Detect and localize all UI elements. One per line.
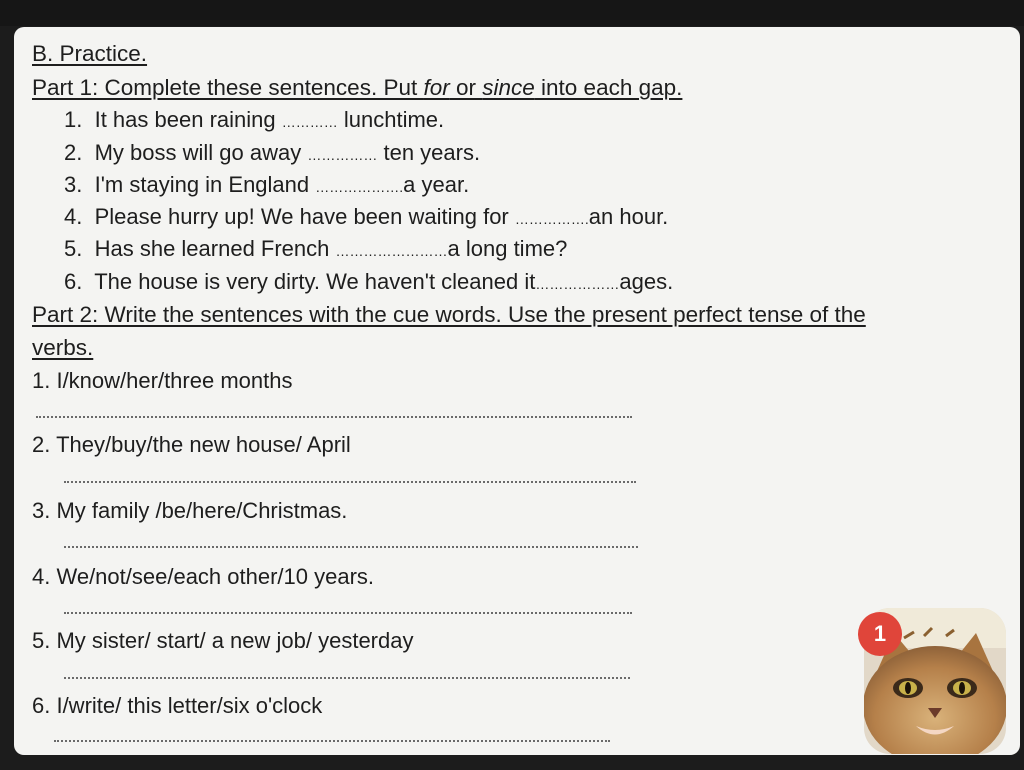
part2-item: 2. They/buy/the new house/ April [32,432,351,457]
answer-line[interactable] [54,740,610,742]
part1-item: 3. I'm staying in England ……………….a year. [64,172,470,197]
part1-item: 1. It has been raining ………… lunchtime. [64,107,445,132]
part1-item: 2. My boss will go away …………… ten years. [64,140,481,165]
part2-instruction-line1: Part 2: Write the sentences with the cue words. Use the present perfect tense of the [32,302,866,327]
part1-item: 6. The house is very dirty. We haven't cleaned it………………ages. [64,269,674,294]
part1-instruction-mid: or [449,75,483,100]
part1-item: 5. Has she learned French ……………………a long time? [64,236,568,261]
answer-line[interactable] [64,481,636,483]
part2-item: 6. I/write/ this letter/six o'clock [32,693,323,718]
section-title: B. Practice. [32,41,148,66]
answer-line[interactable] [64,612,632,614]
notification-badge[interactable]: 1 [858,612,902,656]
answer-blank[interactable]: …………… [307,147,378,163]
part2-item: 3. My family /be/here/Christmas. [32,498,348,523]
part2-item: 5. My sister/ start/ a new job/ yesterday [32,628,414,653]
answer-blank[interactable]: ………… [281,114,338,130]
answer-line[interactable] [64,546,638,548]
part1-instruction-pre: Part 1: Complete these sentences. Put [32,75,424,100]
answer-blank[interactable]: ……………. [514,211,589,227]
part2-instruction-line2: verbs. [32,335,94,360]
part2-item: 4. We/not/see/each other/10 years. [32,564,375,589]
part2-item: 1. I/know/her/three months [32,368,293,393]
part1-instruction-post: into each gap. [534,75,683,100]
part1-item: 4. Please hurry up! We have been waiting for …………….an hour. [64,204,669,229]
answer-blank[interactable]: ……………… [535,276,620,292]
answer-line[interactable] [64,677,630,679]
answer-blank[interactable]: …………………… [335,243,448,259]
part1-instruction [32,75,682,101]
word-since: since [482,75,535,100]
answer-blank[interactable]: ………………. [315,179,404,195]
word-for: for [423,75,450,100]
answer-line[interactable] [36,416,632,418]
top-strip [0,0,1024,26]
